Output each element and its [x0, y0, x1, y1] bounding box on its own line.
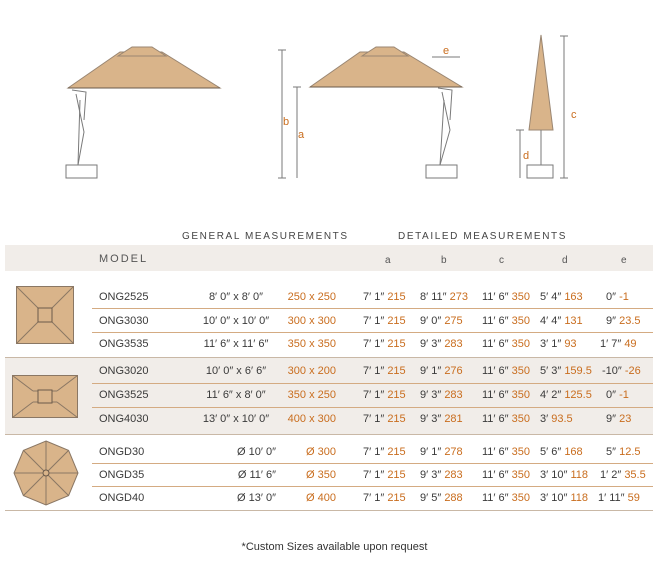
b-imperial: 9′ 3″: [420, 413, 442, 425]
e-metric: 49: [624, 338, 637, 350]
group-divider: [5, 357, 653, 358]
b-metric: 275: [444, 315, 463, 327]
e-imperial: -10″: [602, 365, 622, 377]
e-imperial: 1′ 7″: [600, 338, 622, 350]
c-metric: 350: [511, 446, 530, 458]
c-metric: 350: [511, 413, 530, 425]
metric-size-cell: 300 x 200: [287, 365, 336, 377]
column-header-c: c: [499, 255, 504, 266]
b-imperial: 9′ 1″: [420, 446, 442, 458]
c-imperial: 11′ 6″: [482, 446, 509, 458]
a-imperial: 7′ 1″: [363, 365, 385, 377]
e-metric: 12.5: [619, 446, 641, 458]
e-metric: 59: [627, 492, 640, 504]
imperial-size-cell: 11′ 6″ x 11′ 6″: [203, 338, 269, 350]
model-cell: ONGD30: [99, 446, 145, 458]
metric-size-cell: Ø 400: [306, 492, 336, 504]
b-imperial: 9′ 3″: [420, 338, 442, 350]
a-metric: 215: [387, 492, 406, 504]
d-metric: 168: [564, 446, 583, 458]
c-imperial: 11′ 6″: [482, 315, 509, 327]
e-imperial: 9″: [606, 315, 617, 327]
imperial-size-cell: Ø 11′ 6″: [237, 469, 276, 481]
b-metric: 283: [444, 469, 463, 481]
a-metric: 215: [387, 338, 406, 350]
d-imperial: 4′ 4″: [540, 315, 562, 327]
model-cell: ONG3525: [99, 389, 149, 401]
metric-size-cell: Ø 300: [306, 446, 336, 458]
d-imperial: 3′ 10″: [540, 492, 568, 504]
d-metric: 118: [570, 469, 588, 481]
e-metric: -1: [619, 389, 629, 401]
custom-sizes-footnote: *Custom Sizes available upon request: [241, 541, 428, 553]
table-row: [0, 383, 669, 407]
d-imperial: 3′ 1″: [540, 338, 562, 350]
a-imperial: 7′ 1″: [363, 338, 385, 350]
b-imperial: 9′ 3″: [420, 469, 442, 481]
d-imperial: 4′ 2″: [540, 389, 562, 401]
c-metric: 350: [511, 365, 530, 377]
model-cell: ONG3020: [99, 365, 149, 377]
b-imperial: 9′ 0″: [420, 315, 442, 327]
column-header-a: a: [385, 255, 391, 266]
table-row: [0, 463, 669, 487]
e-metric: 23: [619, 413, 632, 425]
a-imperial: 7′ 1″: [363, 469, 385, 481]
d-imperial: 5′ 3″: [540, 365, 562, 377]
a-metric: 215: [387, 315, 406, 327]
d-imperial: 3′: [540, 413, 549, 425]
e-imperial: 1′ 11″: [598, 492, 625, 504]
b-metric: 281: [444, 413, 463, 425]
table-row: [0, 407, 669, 431]
a-metric: 215: [387, 389, 406, 401]
a-metric: 215: [387, 365, 406, 377]
metric-size-cell: 350 x 350: [287, 338, 336, 350]
e-imperial: 9″: [606, 413, 617, 425]
a-imperial: 7′ 1″: [363, 315, 385, 327]
d-imperial: 5′ 6″: [540, 446, 562, 458]
imperial-size-cell: 13′ 0″ x 10′ 0″: [202, 413, 270, 425]
group-divider: [5, 510, 653, 511]
metric-size-cell: 250 x 250: [287, 291, 336, 303]
a-imperial: 7′ 1″: [363, 413, 385, 425]
table-row: [0, 309, 669, 333]
d-metric: 163: [564, 291, 583, 303]
diagram-label-e: e: [443, 45, 450, 57]
b-metric: 278: [444, 446, 463, 458]
e-metric: 23.5: [619, 315, 641, 327]
a-metric: 215: [387, 469, 406, 481]
metric-size-cell: 400 x 300: [287, 413, 336, 425]
c-metric: 350: [511, 291, 530, 303]
table-row: [0, 332, 669, 356]
imperial-size-cell: 11′ 6″ x 8′ 0″: [206, 389, 266, 401]
model-cell: ONGD35: [99, 469, 145, 481]
e-imperial: 0″: [606, 389, 617, 401]
c-metric: 350: [511, 315, 530, 327]
e-imperial: 0″: [606, 291, 617, 303]
metric-size-cell: 350 x 250: [287, 389, 336, 401]
column-header-e: e: [621, 255, 627, 266]
d-imperial: 3′ 10″: [540, 469, 568, 481]
d-metric: 159.5: [564, 365, 592, 377]
d-metric: 93.5: [551, 413, 573, 425]
b-imperial: 9′ 1″: [420, 365, 442, 377]
c-imperial: 11′ 6″: [482, 365, 509, 377]
c-metric: 350: [511, 338, 530, 350]
c-imperial: 11′ 6″: [482, 492, 509, 504]
e-metric: -26: [624, 365, 641, 377]
model-cell: ONG3535: [99, 338, 149, 350]
model-cell: ONG3030: [99, 315, 149, 327]
model-cell: ONG4030: [99, 413, 149, 425]
a-imperial: 7′ 1″: [363, 446, 385, 458]
table-row: [0, 285, 669, 309]
d-metric: 93: [564, 338, 577, 350]
metric-size-cell: Ø 350: [306, 469, 336, 481]
c-imperial: 11′ 6″: [482, 291, 509, 303]
d-metric: 125.5: [564, 389, 592, 401]
table-row: [0, 359, 669, 383]
b-imperial: 8′ 11″: [420, 291, 447, 303]
b-metric: 276: [444, 365, 463, 377]
umbrella-diagrams: [0, 0, 669, 200]
a-metric: 215: [387, 446, 406, 458]
c-imperial: 11′ 6″: [482, 389, 509, 401]
d-metric: 118: [570, 492, 588, 504]
imperial-size-cell: Ø 13′ 0″: [237, 492, 276, 504]
column-header-d: d: [562, 255, 568, 266]
b-imperial: 9′ 3″: [420, 389, 442, 401]
model-column-header: MODEL: [99, 253, 149, 265]
c-imperial: 11′ 6″: [482, 413, 509, 425]
e-imperial: 1′ 2″: [600, 469, 622, 481]
table-row: [0, 440, 669, 464]
table-row: [0, 486, 669, 510]
diagram-label-b: b: [283, 116, 290, 128]
e-metric: 35.5: [624, 469, 646, 481]
c-metric: 350: [511, 389, 530, 401]
c-imperial: 11′ 6″: [482, 338, 509, 350]
group-divider: [5, 434, 653, 435]
a-imperial: 7′ 1″: [363, 389, 385, 401]
imperial-size-cell: 10′ 0″ x 10′ 0″: [202, 315, 270, 327]
d-metric: 131: [564, 315, 583, 327]
b-imperial: 9′ 5″: [420, 492, 442, 504]
general-measurements-header: GENERAL MEASUREMENTS: [182, 231, 349, 242]
e-metric: -1: [619, 291, 629, 303]
imperial-size-cell: 8′ 0″ x 8′ 0″: [208, 291, 264, 303]
a-imperial: 7′ 1″: [363, 291, 385, 303]
diagram-label-c: c: [571, 109, 577, 121]
metric-size-cell: 300 x 300: [287, 315, 336, 327]
umbrella-side-view-2: [278, 47, 462, 178]
imperial-size-cell: Ø 10′ 0″: [237, 446, 276, 458]
e-imperial: 5″: [606, 446, 617, 458]
c-metric: 350: [511, 492, 530, 504]
d-imperial: 5′ 4″: [540, 291, 562, 303]
diagram-label-d: d: [523, 150, 530, 162]
c-imperial: 11′ 6″: [482, 469, 509, 481]
detailed-measurements-header: DETAILED MEASUREMENTS: [398, 231, 567, 242]
b-metric: 283: [444, 389, 463, 401]
diagram-label-a: a: [298, 129, 305, 141]
model-cell: ONG2525: [99, 291, 149, 303]
c-metric: 350: [511, 469, 530, 481]
a-metric: 215: [387, 413, 406, 425]
column-header-b: b: [441, 255, 447, 266]
b-metric: 273: [449, 291, 468, 303]
imperial-size-cell: 10′ 0″ x 6′ 6″: [205, 365, 267, 377]
b-metric: 288: [444, 492, 463, 504]
a-metric: 215: [387, 291, 406, 303]
b-metric: 283: [444, 338, 463, 350]
a-imperial: 7′ 1″: [363, 492, 385, 504]
model-cell: ONGD40: [99, 492, 145, 504]
umbrella-side-view-1: [66, 47, 220, 178]
